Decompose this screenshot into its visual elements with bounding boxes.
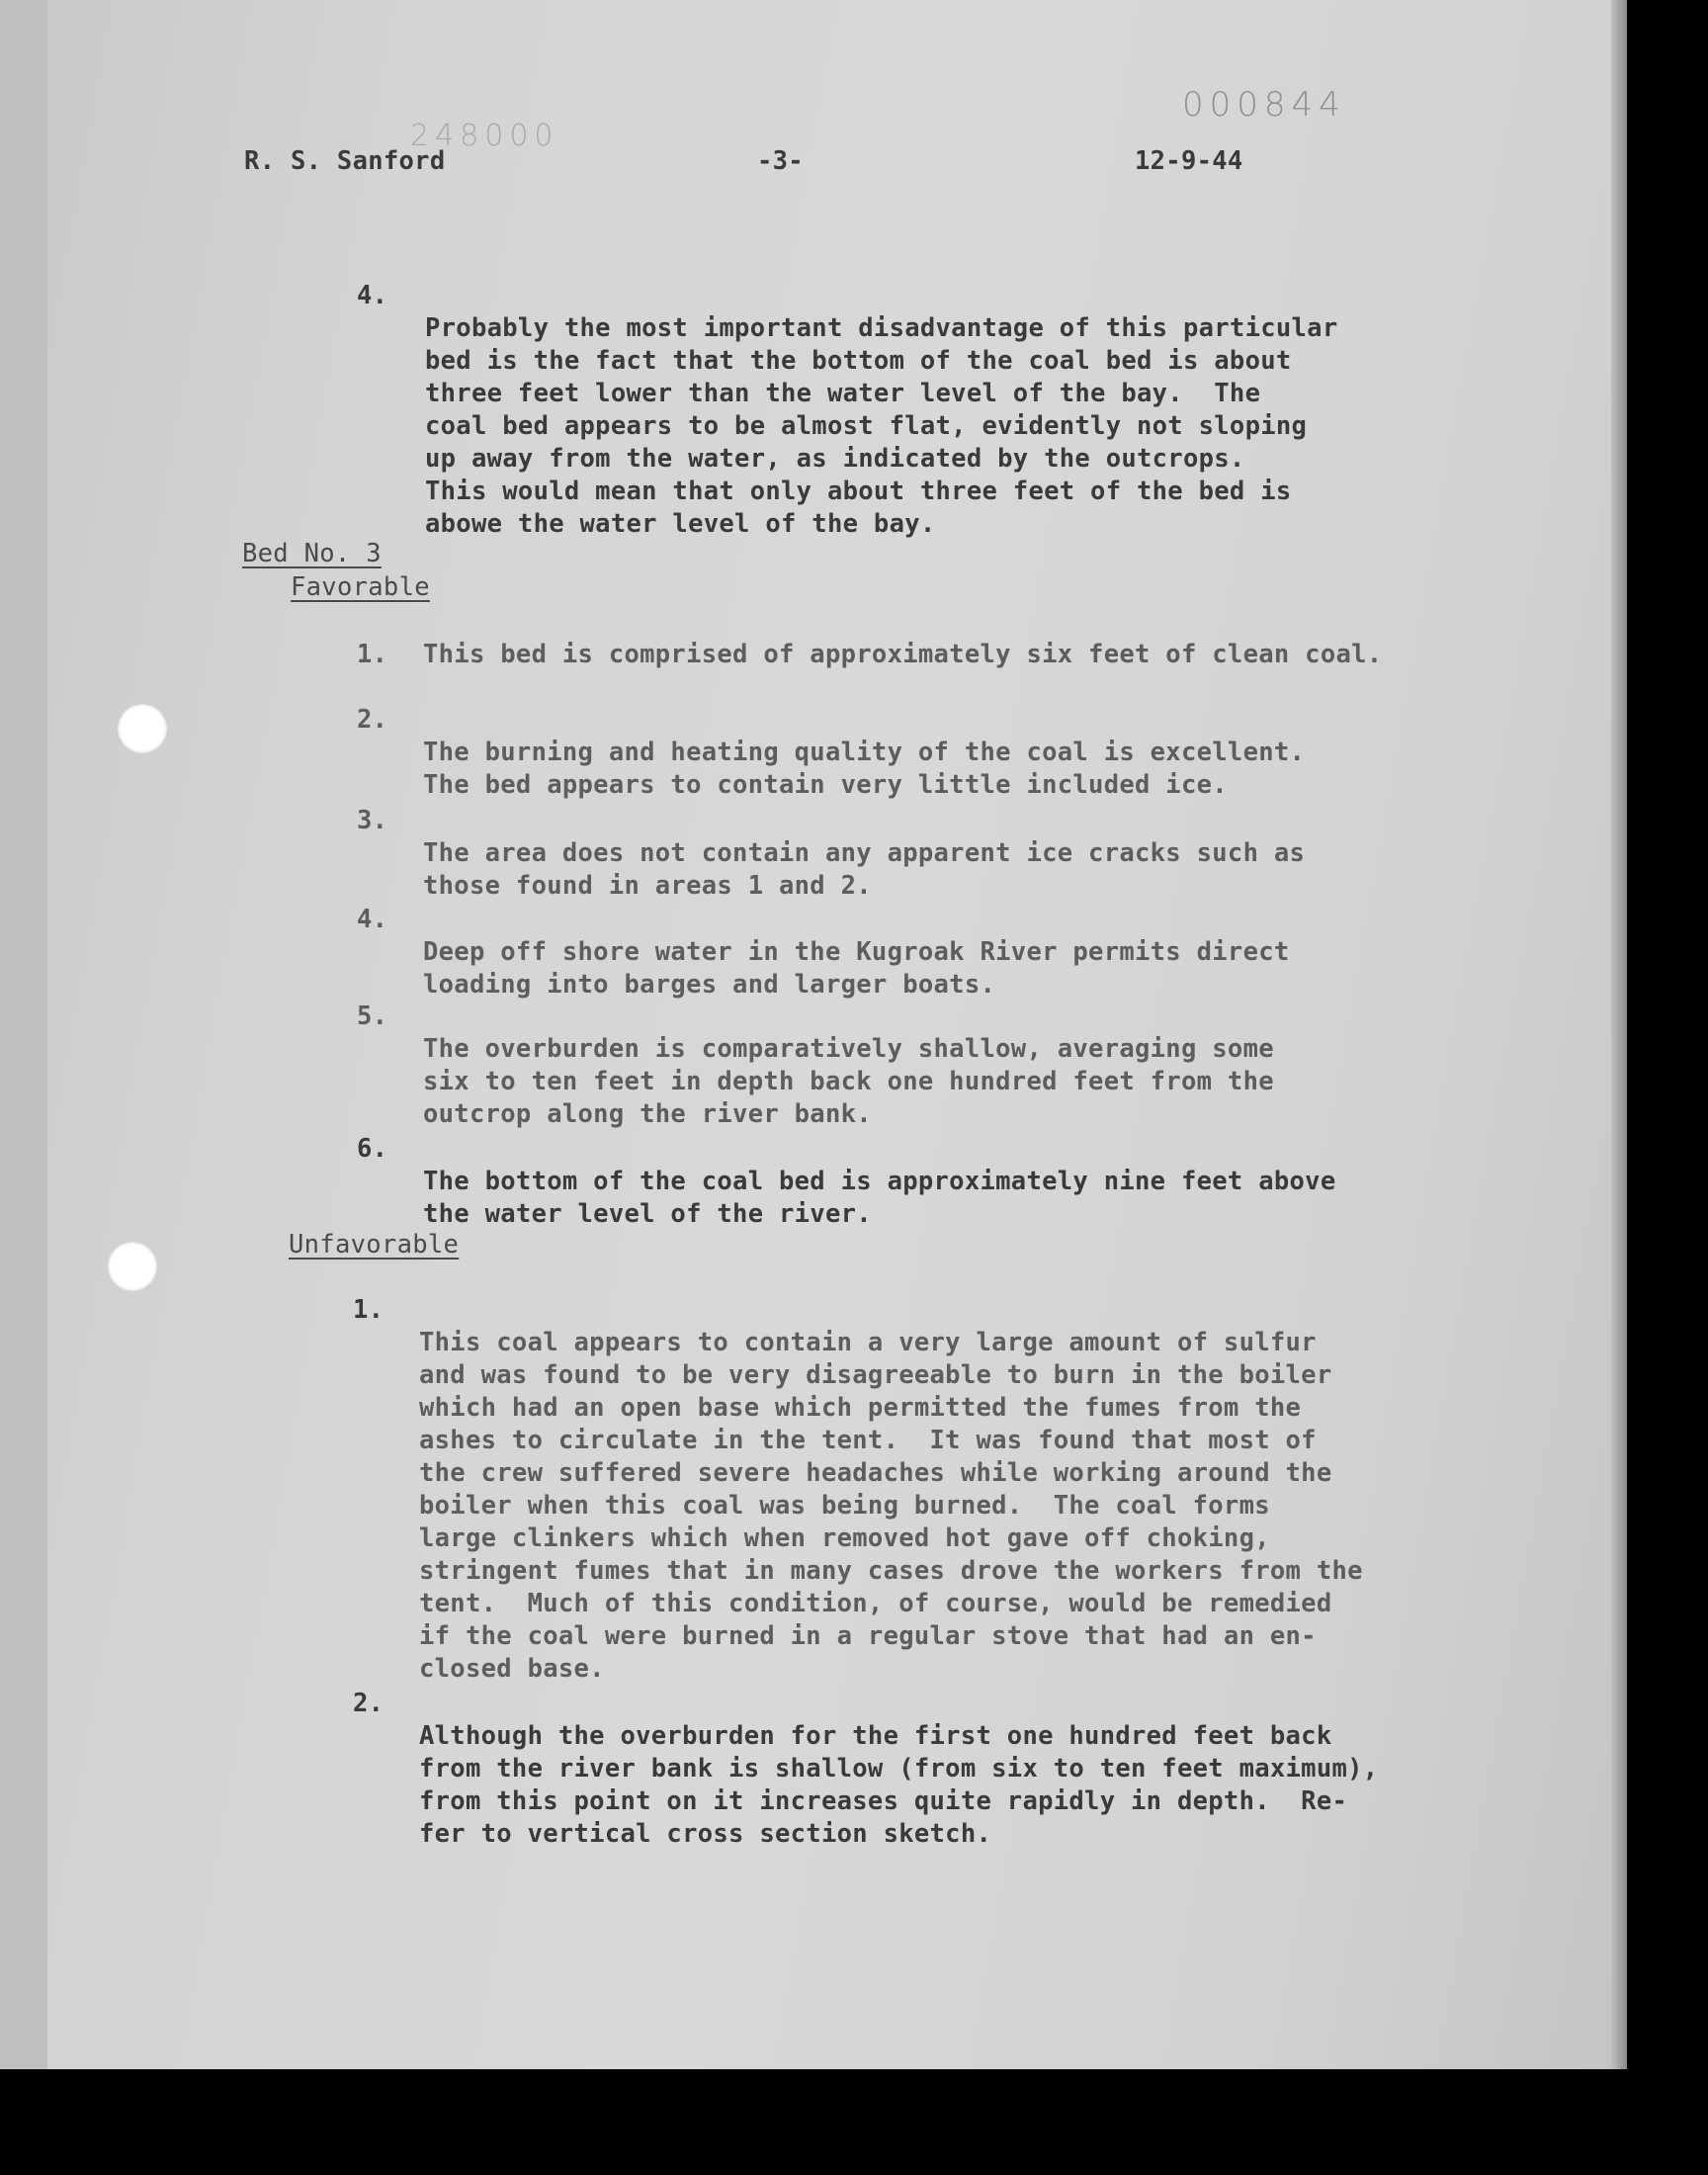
line: tent. Much of this condition, of course, would be remedied xyxy=(419,1589,1332,1618)
line: fer to vertical cross section sketch. xyxy=(419,1819,992,1849)
favorable-1-number: 1. xyxy=(357,640,388,669)
line: closed base. xyxy=(419,1654,605,1684)
page-right-edge xyxy=(1611,0,1627,2069)
line: Probably the most important disadvantage of this particular xyxy=(425,313,1338,343)
line: The bottom of the coal bed is approximately nine feet above xyxy=(423,1167,1336,1196)
line: three feet lower than the water level of the bay. The xyxy=(425,379,1261,408)
line: from the river bank is shallow (from six to ten feet maximum), xyxy=(419,1754,1379,1784)
line: loading into barges and larger boats. xyxy=(423,970,996,1000)
faint-number-stamp: 248000 xyxy=(410,119,559,153)
line: from this point on it increases quite rapidly in depth. Re- xyxy=(419,1786,1348,1816)
line: The burning and heating quality of the coal is excellent. xyxy=(423,738,1306,767)
line: the water level of the river. xyxy=(423,1199,872,1229)
line: those found in areas 1 and 2. xyxy=(423,871,872,901)
document-number-stamp: 000844 xyxy=(1182,85,1346,125)
favorable-6-number: 6. xyxy=(357,1134,388,1164)
favorable-5-text xyxy=(423,1000,1274,1131)
favorable-1-text: This bed is comprised of approximately six feet of clean coal. xyxy=(423,640,1383,669)
line: if the coal were burned in a regular stove that had an en- xyxy=(419,1621,1317,1651)
line: bed is the fact that the bottom of the coal bed is about xyxy=(425,346,1292,376)
line: up away from the water, as indicated by the outcrops. xyxy=(425,444,1245,474)
favorable-2-number: 2. xyxy=(357,705,388,735)
page-left-edge xyxy=(0,0,47,2069)
line: six to ten feet in depth back one hundred feet from the xyxy=(423,1067,1274,1096)
line: ashes to circulate in the tent. It was found that most of xyxy=(419,1426,1317,1455)
unfavorable-heading: Unfavorable xyxy=(289,1230,460,1260)
favorable-2-text xyxy=(423,704,1305,802)
line: This coal appears to contain a very large amount of sulfur xyxy=(419,1328,1317,1357)
favorable-3-text xyxy=(423,805,1305,903)
favorable-heading: Favorable xyxy=(291,572,430,602)
punch-hole-top xyxy=(118,704,167,753)
header-page-number: -3- xyxy=(757,146,804,176)
line: Deep off shore water in the Kugroak River permits direct xyxy=(423,937,1290,967)
header-author: R. S. Sanford xyxy=(244,146,446,176)
line: the crew suffered severe headaches while working around the xyxy=(419,1458,1332,1488)
line: outcrop along the river bank. xyxy=(423,1099,872,1129)
header-date: 12-9-44 xyxy=(1135,146,1243,176)
line: The bed appears to contain very little included ice. xyxy=(423,770,1228,800)
intro-item-text xyxy=(425,280,1338,541)
line: stringent fumes that in many cases drove the workers from the xyxy=(419,1556,1363,1586)
line: abowe the water level of the bay. xyxy=(425,509,936,539)
unfavorable-2-number: 2. xyxy=(353,1689,384,1718)
favorable-6-text xyxy=(423,1133,1336,1231)
line: coal bed appears to be almost flat, evidently not sloping xyxy=(425,411,1308,441)
favorable-5-number: 5. xyxy=(357,1001,388,1031)
line: The area does not contain any apparent ice cracks such as xyxy=(423,838,1306,868)
favorable-4-text xyxy=(423,904,1290,1001)
favorable-4-number: 4. xyxy=(357,905,388,934)
unfavorable-1-text xyxy=(419,1294,1363,1686)
line: large clinkers which when removed hot gave off choking, xyxy=(419,1523,1270,1553)
line: This would mean that only about three feet of the bed is xyxy=(425,477,1292,506)
line: Although the overburden for the first one hundred feet back xyxy=(419,1721,1332,1751)
unfavorable-1-number: 1. xyxy=(353,1295,384,1325)
unfavorable-2-text xyxy=(419,1688,1378,1851)
line: boiler when this coal was being burned. The coal forms xyxy=(419,1491,1270,1521)
punch-hole-bottom xyxy=(108,1242,157,1291)
favorable-3-number: 3. xyxy=(357,806,388,835)
line: and was found to be very disagreeable to burn in the boiler xyxy=(419,1360,1332,1390)
bed-title: Bed No. 3 xyxy=(242,539,382,568)
scan-bottom-border xyxy=(0,2069,1708,2175)
line: which had an open base which permitted the fumes from the xyxy=(419,1393,1302,1423)
intro-item-number: 4. xyxy=(357,281,388,310)
line: The overburden is comparatively shallow, averaging some xyxy=(423,1034,1274,1064)
